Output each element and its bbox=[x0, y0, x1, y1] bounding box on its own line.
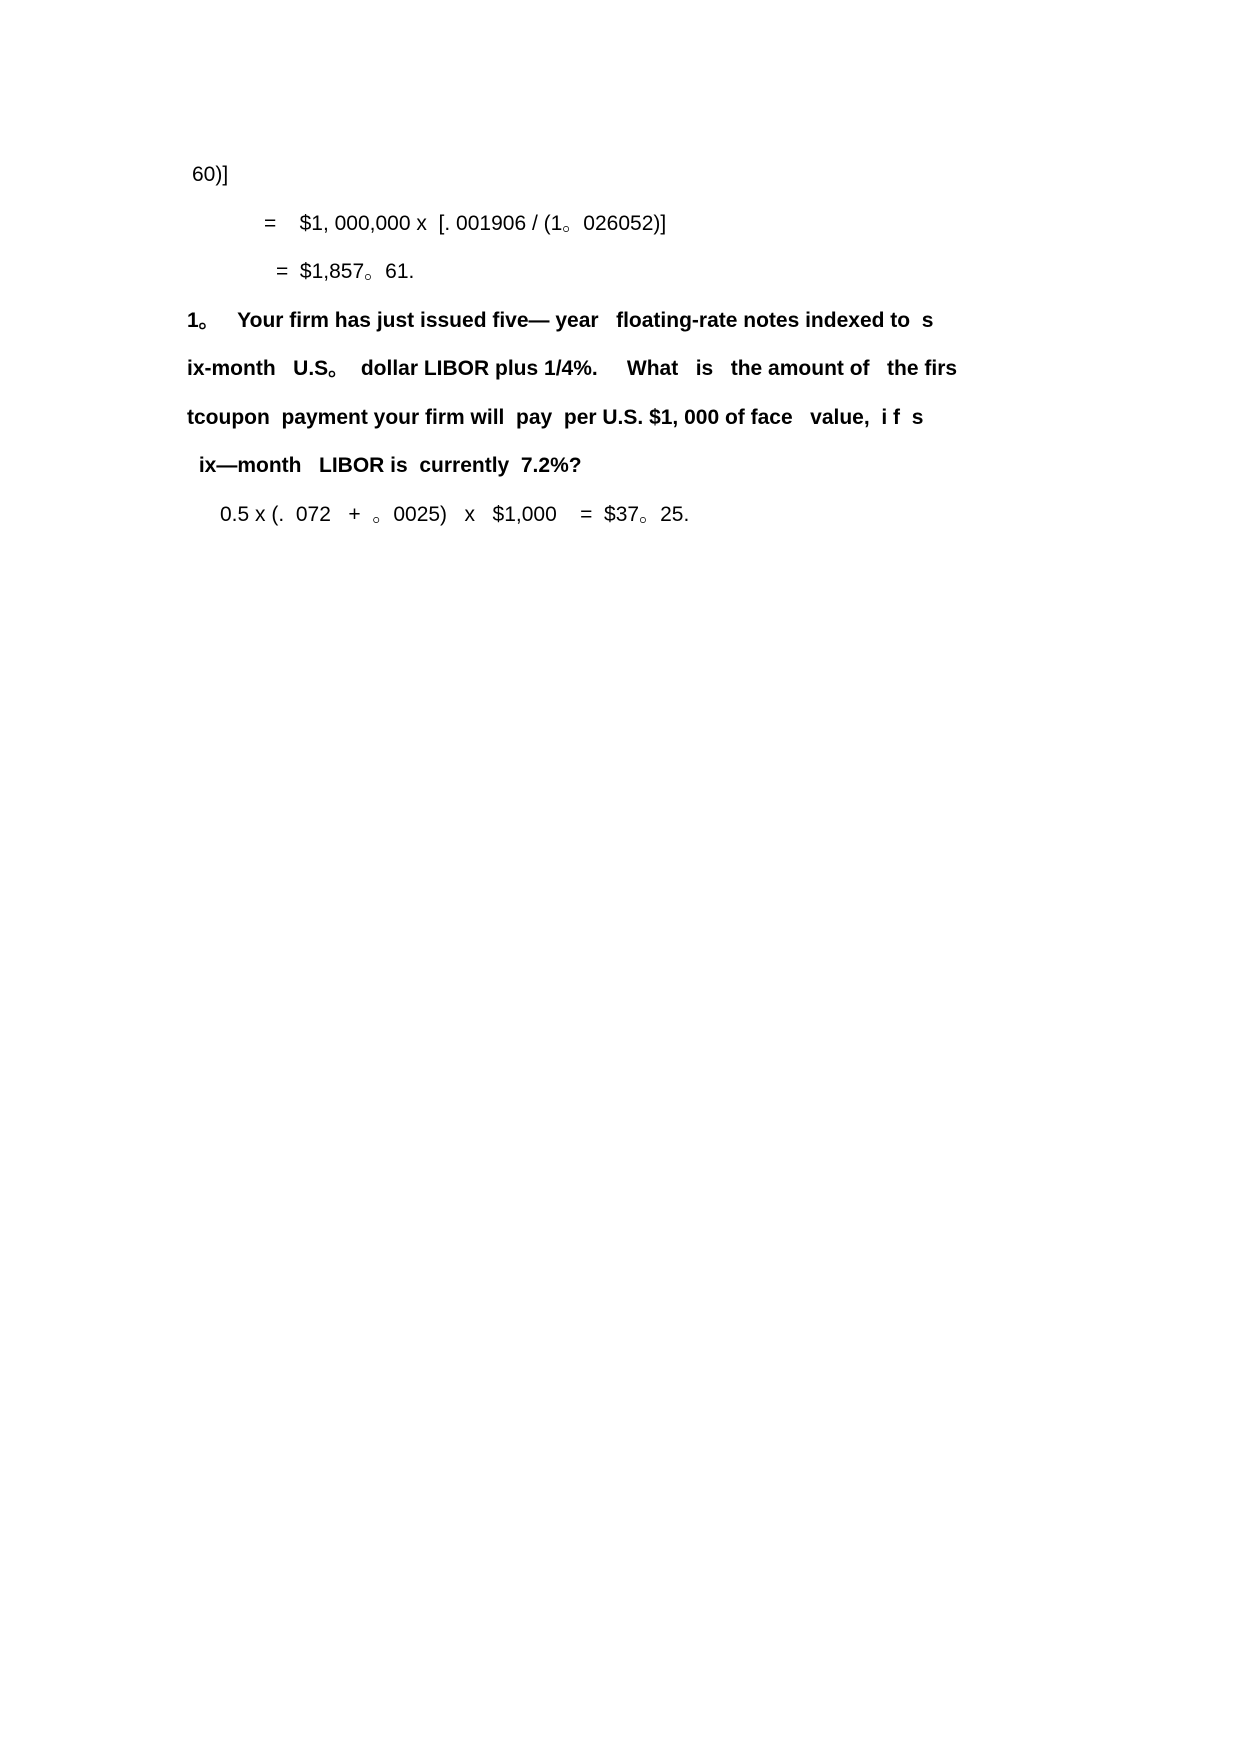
question-text-line-4: ix—month LIBOR is currently 7.2%? bbox=[193, 454, 582, 477]
equation-line-result: = $1,857。61. bbox=[276, 260, 415, 283]
question-text-line-2: ix-month U.S。 dollar LIBOR plus 1/4%. What is the amount of the firs bbox=[187, 357, 958, 380]
equation-line-continuation: 60)] bbox=[192, 163, 229, 186]
answer-equation-line: 0.5 x (. 072 + 。0025) x $1,000 = $37。25. bbox=[220, 503, 690, 526]
equation-line-step: = $1, 000,000 x [. 001906 / (1。026052)] bbox=[264, 212, 667, 235]
question-text-line-3: tcoupon payment your firm will pay per U.S. $1, 000 of face value, i f s bbox=[187, 406, 924, 429]
question-text-line-1: 1。 Your firm has just issued five— year floating-rate notes indexed to s bbox=[187, 309, 934, 332]
